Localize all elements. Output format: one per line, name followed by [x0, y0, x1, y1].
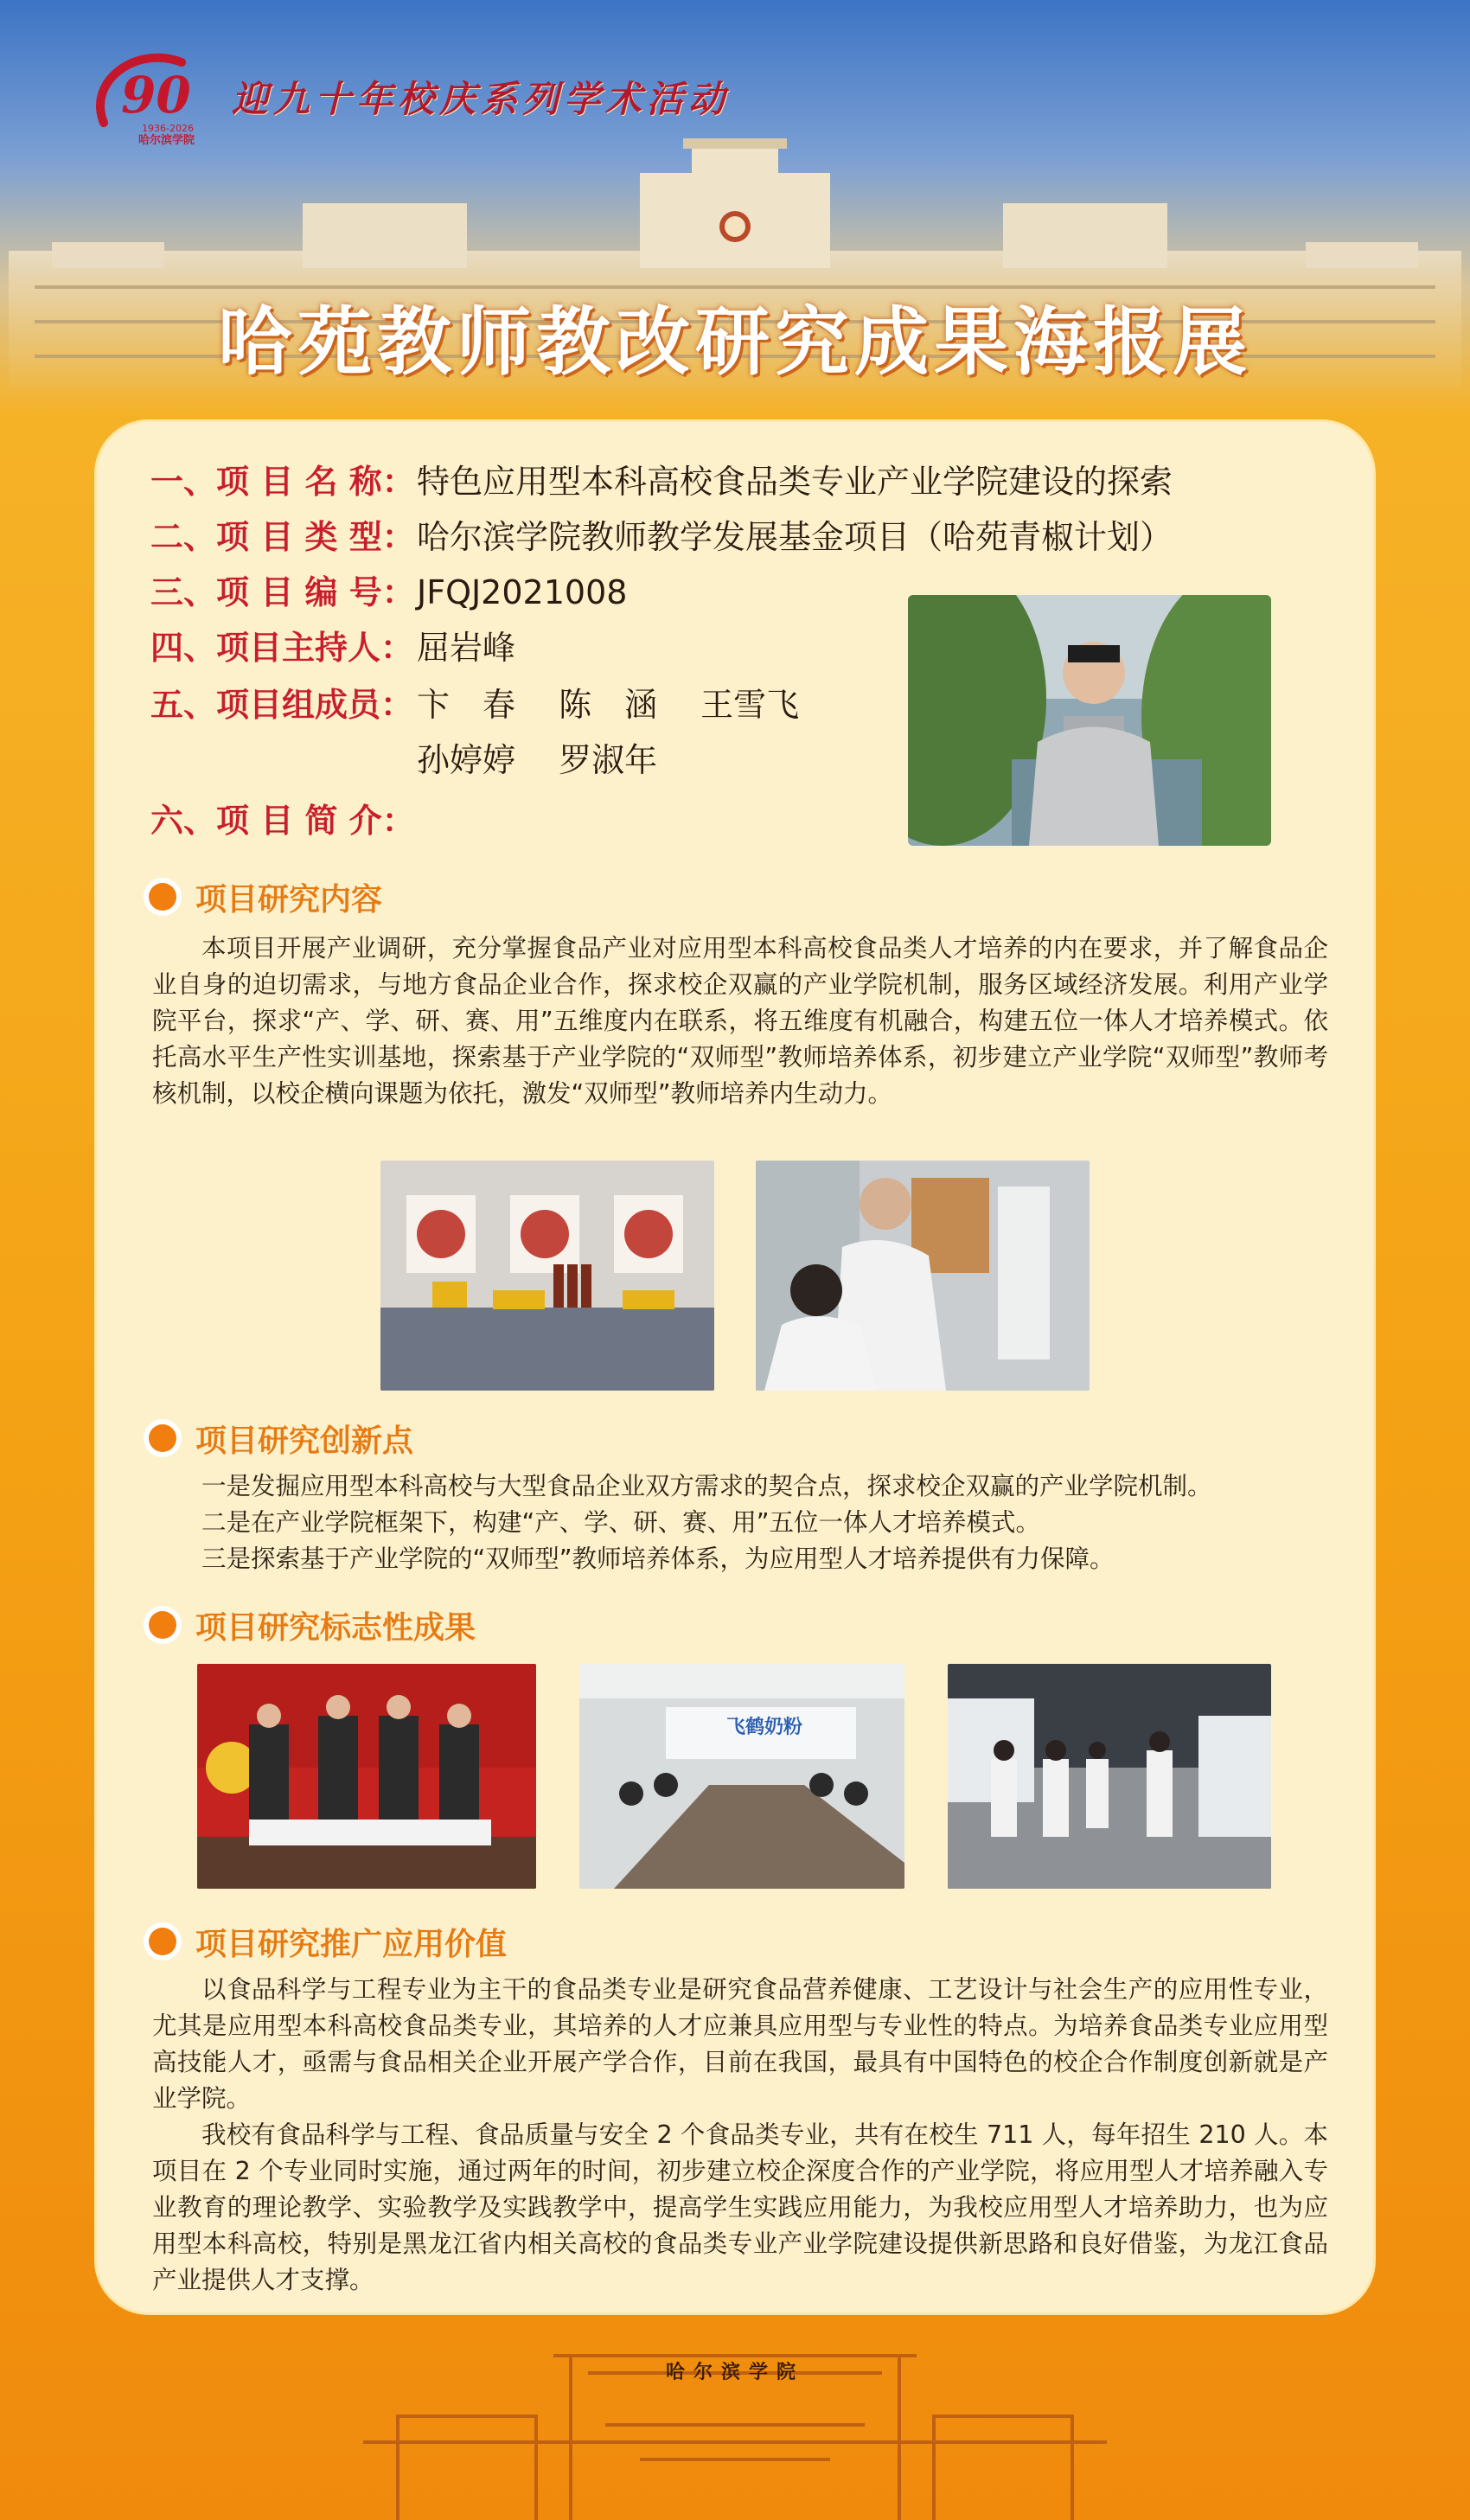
- meeting-room-photo: [579, 1664, 904, 1889]
- innovation-point-3: 三是探索基于产业学院的“双师型”教师培养体系，为应用型人才培养提供有力保障。: [201, 1545, 1115, 1573]
- logo-years: 1936-2026: [142, 123, 194, 134]
- info-value: JFQJ2021008: [417, 573, 628, 611]
- host-portrait-photo: [908, 595, 1271, 846]
- innovation-point-1: 一是发掘应用型本科高校与大型食品企业双方需求的契合点，探求校企双赢的产业学院机制。: [201, 1472, 1212, 1500]
- bullet-dot-icon: [149, 883, 176, 911]
- info-label: 六、项 目 简 介：: [150, 802, 415, 840]
- info-value: 哈尔滨学院教师教学发展基金项目（哈苑青椒计划）: [417, 518, 1173, 556]
- info-label: 三、项 目 编 号：: [150, 573, 415, 611]
- value-paragraph-1: 以食品科学与工程专业为主干的食品类专业是研究食品营养健康、工艺设计与社会生产的应用性专业，尤其是应用型本科高校食品类专业，其培养的人才应兼具应用型与专业性的特点。为培养食品类专业应用型高技能人才，亟需与食品相关企业开展产学合作，目前在我国，最具有中国特色的校企合作制度创新就是产业学院。: [152, 1975, 1328, 2113]
- logo-school-name: 哈尔滨学院: [138, 134, 195, 147]
- innovation-point-2: 二是在产业学院框架下，构建“产、学、研、赛、用”五位一体人才培养模式。: [201, 1508, 1041, 1537]
- footer-school-name: 哈尔滨学院: [665, 2361, 804, 2383]
- info-row-members-cont: [150, 739, 657, 782]
- content-panel: [97, 422, 1373, 2312]
- product-display-photo: [380, 1161, 714, 1391]
- info-value: 屈岩峰: [417, 629, 516, 667]
- section-title: 项目研究内容: [195, 881, 383, 918]
- info-row-intro: [150, 799, 417, 842]
- bullet-dot-icon: [149, 1424, 176, 1452]
- page-title: 哈苑教师教改研究成果海报展: [218, 299, 1252, 386]
- info-row-name: [150, 460, 1173, 503]
- info-value: 卞 春 陈 涵 王雪飞: [417, 686, 800, 724]
- lab-visit-photo: [948, 1664, 1271, 1889]
- info-value: 特色应用型本科高校食品类专业产业学院建设的探索: [417, 463, 1173, 501]
- info-row-host: [150, 626, 515, 669]
- value-paragraph-2: 我校有食品科学与工程、食品质量与安全 2 个食品类专业，共有在校生 711 人，每年招生 210 人。本项目在 2 个专业同时实施，通过两年的时间，初步建立校企深度合作的产业学院，将应用型人才培养融入专业教育的理论教学、实验教学及实践教学中，提高学生实践应用能力，为我校应用型人才培养助力，也为应用型本科高校，特别是黑龙江省内相关高校的食品类专业产业学院建设提供新思路和良好借鉴，为龙江食品产业提供人才支撑。: [152, 2120, 1328, 2294]
- section-title: 项目研究创新点: [195, 1423, 414, 1459]
- section-title: 项目研究推广应用价值: [195, 1926, 508, 1962]
- section-header-content: [149, 875, 382, 918]
- info-value: 孙婷婷 罗淑年: [417, 741, 658, 779]
- poster-header: [0, 0, 1470, 450]
- info-row-number: [150, 571, 627, 614]
- info-row-type: [150, 515, 1173, 559]
- info-label: 五、项目组成员：: [150, 686, 414, 724]
- company-banner: 飞鹤奶粉: [726, 1717, 803, 1738]
- footer-building-illustration: [363, 2321, 1107, 2520]
- bullet-dot-icon: [149, 1928, 176, 1955]
- section-header-value: [149, 1920, 507, 1963]
- content-paragraph: 本项目开展产业调研，充分掌握食品产业对应用型本科高校食品类人才培养的内在要求，并了解食品企业自身的迫切需求，与地方食品企业合作，探求校企双赢的产业学院机制，服务区域经济发展。利用产业学院平台，探求“产、学、研、赛、用”五维度内在联系，将五维度有机融合，构建五位一体人才培养模式。依托高水平生产性实训基地，探索基于产业学院的“双师型”教师培养体系，初步建立产业学院“双师型”教师考核机制，以校企横向课题为依托，激发“双师型”教师培养内生动力。: [152, 934, 1328, 1108]
- section-header-results: [149, 1603, 476, 1647]
- info-label: 二、项 目 类 型：: [150, 518, 415, 556]
- series-title: 迎九十年校庆系列学术活动: [232, 78, 731, 120]
- info-label: 四、项目主持人：: [150, 629, 414, 667]
- info-row-members: [150, 683, 799, 726]
- signing-ceremony-photo: [197, 1664, 536, 1889]
- anniversary-logo: [86, 45, 216, 149]
- section-header-innovation: [149, 1417, 413, 1460]
- section-title: 项目研究标志性成果: [195, 1609, 476, 1646]
- logo-number: 90: [121, 66, 191, 125]
- bullet-dot-icon: [149, 1611, 176, 1639]
- lab-work-photo: [756, 1161, 1090, 1391]
- info-label: 一、项 目 名 称：: [150, 463, 415, 501]
